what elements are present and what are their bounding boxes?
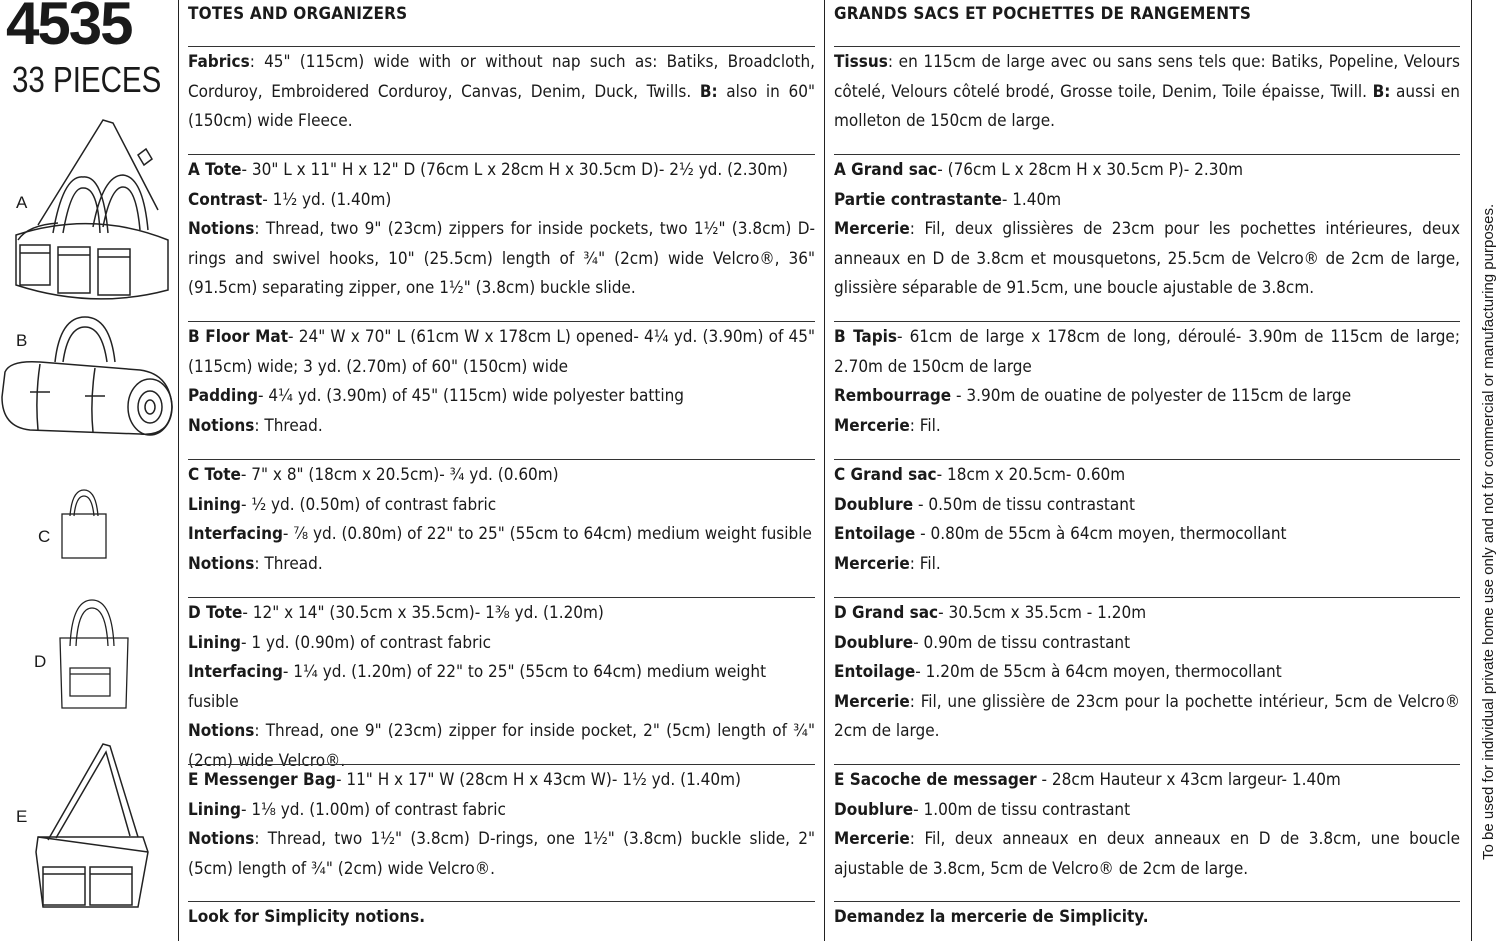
english-view-d-section bbox=[188, 597, 815, 777]
fr-b-yardage: - 61cm de large x 178cm de long, déroulé- 3.90m de 115cm de large; 2.70m de 150cm de large bbox=[834, 327, 1460, 377]
fr-c-doublure-text: - 0.50m de tissu contrastant bbox=[913, 494, 1135, 515]
e-yardage: - 11" H x 17" W (28cm H x 43cm W)- 1½ yd. (1.40m) bbox=[335, 770, 741, 790]
fr-a-contrast-text: - 1.40m bbox=[1001, 189, 1062, 210]
fr-d-entoilage-text: - 1.20m de 55cm à 64cm moyen, thermocollant bbox=[915, 662, 1282, 683]
french-title: GRANDS SACS ET POCHETTES DE RANGEMENTS bbox=[834, 4, 1252, 24]
tissus-label: Tissus bbox=[834, 52, 888, 72]
fabrics-b-label: B: bbox=[699, 81, 718, 102]
pattern-number: 4535 bbox=[6, 0, 132, 57]
e-lining-label: Lining bbox=[188, 799, 241, 820]
c-interfacing-label: Interfacing bbox=[188, 524, 283, 545]
fr-d-doublure-text: - 0.90m de tissu contrastant bbox=[913, 632, 1131, 653]
english-view-a-section bbox=[188, 154, 815, 304]
fr-c-entoilage-text: - 0.80m de 55cm à 64cm moyen, thermocollant bbox=[915, 524, 1287, 545]
english-column bbox=[188, 0, 815, 941]
column-divider-left bbox=[178, 0, 179, 941]
c-notions-text: : Thread. bbox=[254, 553, 323, 574]
fr-a-mercerie-text: : Fil, deux glissières de 23cm pour les pochettes intérieures, deux anneaux en D de 3.8cm et mousquetons, 25.5cm de Velcro® de 2cm de large, glissière séparable de 91.5cm, une boucle ajustable de 3.8cm. bbox=[834, 219, 1460, 299]
fr-b-title: B Tapis bbox=[834, 327, 898, 347]
fr-b-mercerie-label: Mercerie bbox=[834, 415, 910, 436]
english-view-c-section bbox=[188, 459, 815, 579]
e-lining-text: - 1⅛ yd. (1.00m) of contrast fabric bbox=[240, 799, 506, 820]
fr-e-yardage: - 28cm Hauteur x 43cm largeur- 1.40m bbox=[1036, 770, 1341, 790]
usage-disclaimer: To be used for individual private home use only and not for commercial or manufacturing purposes. bbox=[1480, 203, 1497, 860]
fr-a-yardage: - (76cm L x 28cm H x 30.5cm P)- 2.30m bbox=[937, 160, 1244, 180]
french-footer-text: Demandez la mercerie de Simplicity. bbox=[834, 907, 1149, 927]
view-label-c: C bbox=[38, 527, 51, 546]
english-view-e-section bbox=[188, 764, 815, 884]
c-notions-label: Notions bbox=[188, 553, 255, 574]
fr-b-mercerie-text: : Fil. bbox=[909, 415, 941, 436]
a-contrast-label: Contrast bbox=[188, 189, 263, 210]
b-yardage: - 24" W x 70" L (61cm W x 178cm L) opened- 4¼ yd. (3.90m) of 45" (115cm) wide; 3 yd. (2.70m) of 60" (150cm) wide bbox=[188, 327, 815, 377]
french-fabrics-section bbox=[834, 46, 1460, 137]
c-interfacing-text: - ⅞ yd. (0.80m) of 22" to 25" (55cm to 64cm) medium weight fusible bbox=[282, 524, 812, 545]
piece-count: 33 PIECES bbox=[12, 59, 162, 100]
c-title: C Tote bbox=[188, 465, 241, 485]
fr-e-doublure-label: Doublure bbox=[834, 799, 914, 820]
d-title: D Tote bbox=[188, 603, 243, 623]
b-padding-label: Padding bbox=[188, 386, 259, 407]
duffle-tote-illustration bbox=[8, 115, 176, 305]
b-notions-text: : Thread. bbox=[254, 415, 323, 436]
d-interfacing-text: - 1¼ yd. (1.20m) of 22" to 25" (55cm to 64cm) medium weight fusible bbox=[188, 662, 767, 712]
fr-c-entoilage-label: Entoilage bbox=[834, 524, 916, 545]
tissus-b-text: aussi en molleton de 150cm de large. bbox=[834, 81, 1460, 132]
fr-b-rembourrage-text: - 3.90m de ouatine de polyester de 115cm de large bbox=[951, 386, 1352, 407]
d-notions-text: : Thread, one 9" (23cm) zipper for inside pocket, 2" (5cm) length of ¾" (2cm) wide Velcro®. bbox=[188, 721, 815, 771]
english-fabrics-section bbox=[188, 46, 815, 137]
english-title: TOTES AND ORGANIZERS bbox=[188, 4, 408, 24]
fr-c-mercerie-label: Mercerie bbox=[834, 553, 910, 574]
tissus-text: : en 115cm de large avec ou sans sens tels que: Batiks, Popeline, Velours côtelé, Velours côtelé brodé, Grosse toile, Denim, Toile épaisse, Twill. bbox=[834, 52, 1460, 102]
medium-tote-illustration bbox=[56, 598, 132, 712]
e-title: E Messenger Bag bbox=[188, 770, 336, 790]
d-lining-label: Lining bbox=[188, 632, 241, 653]
c-lining-label: Lining bbox=[188, 494, 241, 515]
fr-a-title: A Grand sac bbox=[834, 160, 938, 180]
c-lining-text: - ½ yd. (0.50m) of contrast fabric bbox=[240, 494, 497, 515]
e-notions-text: : Thread, two 1½" (3.8cm) D-rings, one 1½" (3.8cm) buckle slide, 2" (5cm) length of ¾" (2cm) wide Velcro®. bbox=[188, 829, 815, 879]
b-notions-label: Notions bbox=[188, 415, 255, 436]
fr-d-mercerie-text: : Fil, une glissière de 23cm pour la pochette intérieur, 5cm de Velcro® 2cm de large. bbox=[834, 691, 1460, 742]
fr-d-entoilage-label: Entoilage bbox=[834, 662, 916, 683]
messenger-bag-illustration bbox=[28, 742, 168, 912]
french-view-d-section bbox=[834, 597, 1460, 747]
french-column bbox=[834, 0, 1460, 941]
fr-e-doublure-text: - 1.00m de tissu contrastant bbox=[913, 799, 1131, 820]
fabrics-label: Fabrics bbox=[188, 52, 250, 72]
floor-mat-illustration bbox=[0, 312, 176, 452]
fr-a-mercerie-label: Mercerie bbox=[834, 219, 910, 240]
french-view-c-section bbox=[834, 459, 1460, 579]
fr-b-rembourrage-label: Rembourrage bbox=[834, 386, 952, 407]
small-tote-illustration bbox=[58, 488, 110, 562]
fr-a-contrast-label: Partie contrastante bbox=[834, 189, 1002, 210]
fabrics-b-text: also in 60" (150cm) wide Fleece. bbox=[188, 81, 815, 132]
french-view-a-section bbox=[834, 154, 1460, 304]
fr-d-title: D Grand sac bbox=[834, 603, 939, 623]
b-padding-text: - 4¼ yd. (3.90m) of 45" (115cm) wide polyester batting bbox=[258, 386, 685, 407]
fabrics-text: : 45" (115cm) wide with or without nap such as: Batiks, Broadcloth, Corduroy, Embroidered Corduroy, Canvas, Denim, Duck, Twills. bbox=[188, 52, 815, 102]
fr-e-mercerie-text: : Fil, deux anneaux en deux anneaux en D de 3.8cm, une boucle ajustable de 3.8cm, 5cm de Velcro® de 2cm de large. bbox=[834, 829, 1460, 879]
d-lining-text: - 1 yd. (0.90m) of contrast fabric bbox=[240, 632, 492, 653]
french-view-b-section bbox=[834, 321, 1460, 441]
b-title: B Floor Mat bbox=[188, 327, 289, 347]
english-view-b-section bbox=[188, 321, 815, 441]
view-label-b: B bbox=[16, 331, 28, 350]
a-yardage: - 30" L x 11" H x 12" D (76cm L x 28cm H x 30.5cm D)- 2½ yd. (2.30m) bbox=[241, 160, 788, 180]
a-notions-label: Notions bbox=[188, 219, 255, 240]
fr-c-title: C Grand sac bbox=[834, 465, 937, 485]
c-yardage: - 7" x 8" (18cm x 20.5cm)- ¾ yd. (0.60m) bbox=[240, 465, 559, 485]
view-label-d: D bbox=[34, 652, 47, 671]
d-interfacing-label: Interfacing bbox=[188, 662, 283, 683]
fr-d-yardage: - 30.5cm x 35.5cm - 1.20m bbox=[938, 603, 1147, 623]
d-yardage: - 12" x 14" (30.5cm x 35.5cm)- 1⅜ yd. (1.20m) bbox=[242, 603, 604, 623]
fr-d-mercerie-label: Mercerie bbox=[834, 691, 910, 712]
view-label-a: A bbox=[16, 193, 28, 212]
english-footer-text: Look for Simplicity notions. bbox=[188, 907, 426, 927]
fr-e-mercerie-label: Mercerie bbox=[834, 829, 910, 850]
french-footer bbox=[834, 901, 1460, 933]
view-label-e: E bbox=[16, 807, 28, 826]
a-notions-text: : Thread, two 9" (23cm) zippers for inside pockets, two 1½" (3.8cm) D-rings and swivel hooks, 10" (25.5cm) length of ¾" (2cm) wide Velcro®, 36" (91.5cm) separating zipper, one 1½" (3.8cm) buckle slide. bbox=[188, 219, 815, 299]
fr-e-title: E Sacoche de messager bbox=[834, 770, 1037, 790]
fr-d-doublure-label: Doublure bbox=[834, 632, 914, 653]
fr-c-yardage: - 18cm x 20.5cm- 0.60m bbox=[936, 465, 1126, 485]
french-view-e-section bbox=[834, 764, 1460, 884]
a-title: A Tote bbox=[188, 160, 242, 180]
fr-c-doublure-label: Doublure bbox=[834, 494, 914, 515]
tissus-b-label: B: bbox=[1372, 81, 1391, 102]
fr-c-mercerie-text: : Fil. bbox=[909, 553, 941, 574]
e-notions-label: Notions bbox=[188, 829, 255, 850]
column-divider-right bbox=[1471, 0, 1472, 941]
english-footer bbox=[188, 901, 815, 933]
a-contrast-text: - 1½ yd. (1.40m) bbox=[262, 189, 392, 210]
column-divider-middle bbox=[824, 0, 825, 941]
d-notions-label: Notions bbox=[188, 721, 255, 742]
